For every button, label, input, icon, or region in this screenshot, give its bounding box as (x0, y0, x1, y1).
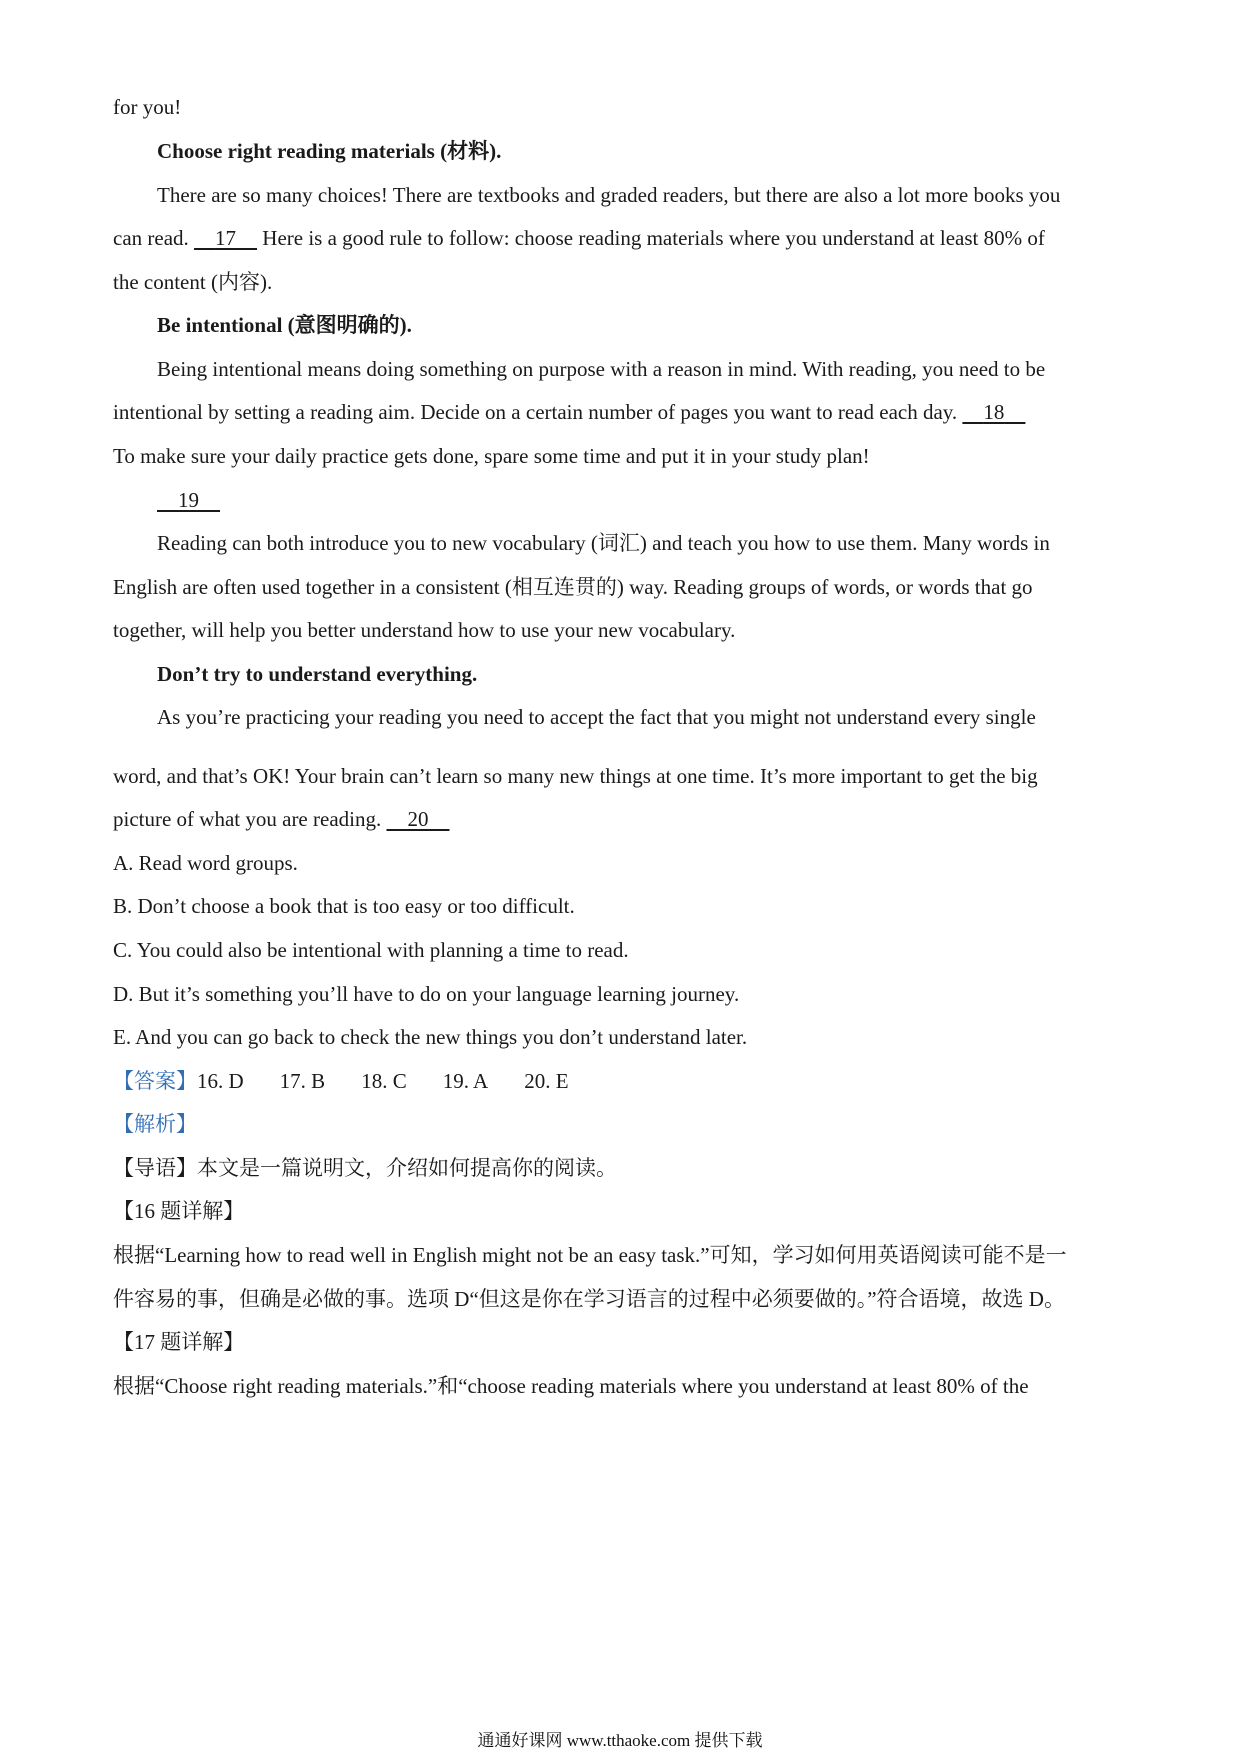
answer-label: 【答案】 (113, 1069, 197, 1093)
text-line: 件容易的事，但确是必做的事。选项 D“但这是你在学习语言的过程中必须要做的。”符合语境，故选 D。 (113, 1287, 1065, 1311)
analysis-label: 【解析】 (113, 1112, 197, 1136)
q16-title: 【16 题详解】 (113, 1199, 245, 1223)
option-c: C. You could also be intentional with planning a time to read. (113, 938, 629, 962)
text-line: English are often used together in a consistent (相互连贯的) way. Reading groups of words, or words that go (113, 575, 1033, 599)
section-heading: Don’t try to understand everything. (157, 662, 478, 686)
answer-item: 16. D (197, 1069, 244, 1093)
answer-item: 17. B (279, 1069, 326, 1093)
text-line: for you! (113, 95, 182, 119)
answer-line (113, 1067, 1133, 1095)
text-line (113, 805, 1133, 833)
section-heading: Be intentional (意图明确的). (157, 313, 412, 337)
blank-18 (962, 398, 1025, 426)
text-line: As you’re practicing your reading you need to accept the fact that you might not understand every single (157, 705, 1036, 729)
text-fragment: intentional by setting a reading aim. Decide on a certain number of pages you want to read each day. (113, 400, 963, 424)
blank-number: 19 (178, 488, 199, 512)
text-line: Reading can both introduce you to new vocabulary (词汇) and teach you how to use them. Many words in (157, 531, 1050, 555)
text-line: word, and that’s OK! Your brain can’t learn so many new things at one time. It’s more important to get the big (113, 764, 1038, 788)
analysis-intro: 【导语】本文是一篇说明文，介绍如何提高你的阅读。 (113, 1156, 617, 1180)
section-heading: Choose right reading materials (材料). (157, 139, 502, 163)
option-e: E. And you can go back to check the new things you don’t understand later. (113, 1025, 748, 1049)
text-line: 根据“Learning how to read well in English might not be an easy task.”可知，学习如何用英语阅读可能不是一 (113, 1243, 1067, 1267)
blank-number: 18 (983, 400, 1005, 424)
text-line (113, 224, 1133, 252)
text-line: the content (内容). (113, 270, 273, 294)
text-line (113, 398, 1133, 426)
text-line: To make sure your daily practice gets done, spare some time and put it in your study plan! (113, 444, 870, 468)
page-footer: 通通好课网 www.tthaoke.com 提供下载 (477, 1731, 763, 1750)
blank-number: 20 (407, 807, 429, 831)
blank-17 (194, 224, 257, 252)
text-line: Being intentional means doing something on purpose with a reason in mind. With reading, you need to be (157, 357, 1046, 381)
text-line: 根据“Choose right reading materials.”和“choose reading materials where you understand at least 80% of the (113, 1374, 1029, 1398)
text-line (157, 486, 1177, 514)
text-line: together, will help you better understand how to use your new vocabulary. (113, 618, 736, 642)
text-fragment: Here is a good rule to follow: choose reading materials where you understand at least 80% of (257, 226, 1045, 250)
option-b: B. Don’t choose a book that is too easy or too difficult. (113, 894, 575, 918)
blank-20 (386, 805, 449, 833)
blank-19 (157, 486, 220, 514)
answer-item: 18. C (361, 1069, 407, 1093)
q17-title: 【17 题详解】 (113, 1330, 245, 1354)
answer-item: 20. E (524, 1069, 569, 1093)
answer-item: 19. A (442, 1069, 489, 1093)
text-line: There are so many choices! There are textbooks and graded readers, but there are also a lot more books you (157, 183, 1061, 207)
text-fragment: can read. (113, 226, 195, 250)
option-d: D. But it’s something you’ll have to do on your language learning journey. (113, 982, 740, 1006)
text-fragment: picture of what you are reading. (113, 807, 387, 831)
option-a: A. Read word groups. (113, 851, 298, 875)
blank-number: 17 (215, 226, 237, 250)
